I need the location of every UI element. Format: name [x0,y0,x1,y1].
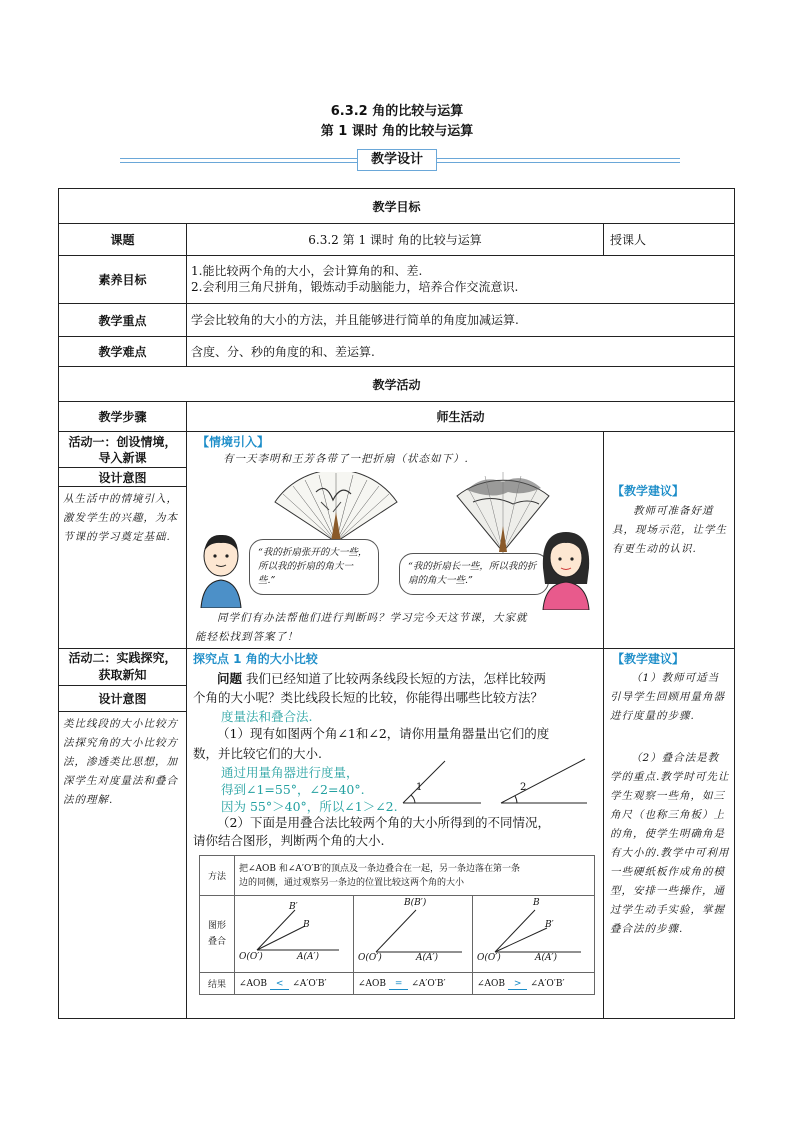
part1-line1: （1）现有如图两个角∠1和∠2，请你用量角器量出它们的度 [217,726,550,741]
activity1-suggest-text: 教师可准备好道具，现场示范，让学生有更生动的认识. [612,505,727,555]
literacy-line-2: 2.会利用三角尺拼角，锻炼动手动脑能力，培养合作交流意识. [191,280,519,294]
activity2-name-line1: 活动二：实践探究， [68,651,177,665]
key-value: 学会比较角的大小的方法，并且能够进行简单的角度加减运算. [186,303,735,337]
result-greater-right: ∠A′O′B′ [530,978,565,989]
steps-label: 教学步骤 [58,401,187,432]
part2-prompt [193,814,597,850]
activity2-suggest-tag: 【教学建议】 [612,652,685,666]
key-label: 教学重点 [58,303,187,337]
fig3-b: B [533,898,540,908]
result-equal [354,973,473,995]
result-equal-sign: = [389,979,409,990]
fig2-o: O(O′) [358,953,382,963]
superposition-table [199,855,595,995]
fig3-a: A(A′) [535,953,558,963]
part1-answer-c: 因为 55°＞40°，所以∠1＞∠2. [221,799,398,814]
activity1-design-label: 设计意图 [58,467,187,487]
method-text-line2: 边的同侧，通过观察另一条边的位置比较这两个角的大小 [239,877,465,888]
result-greater-sign: > [508,979,528,990]
figure-label [200,896,235,973]
teacher-student-label: 师生活动 [186,401,735,432]
activity1-intro: 有一天李明和王芳各带了一把折扇（状态如下）. [223,453,469,465]
figure-label-2: 叠合 [207,937,226,947]
activity2-design-text: 类比线段的大小比较方法探究角的大小比较方法，渗透类比思想，加深学生对度量法和叠合法的理解. [58,711,187,1019]
activity2-question [193,669,597,707]
page-subtitle: 第 1 课时 角的比较与运算 [320,124,474,139]
part2-line1: （2）下面是用叠合法比较两个角的大小所得到的不同情况， [217,815,550,830]
folding-fan-left-image [271,472,401,546]
topic-value: 6.3.2 第 1 课时 角的比较与运算 [186,223,604,256]
activity1-question-line2: 能轻松找到答案了！ [195,631,299,643]
fig1-b: B [303,920,310,930]
method-label: 方法 [200,856,235,896]
result-equal-right: ∠A′O′B′ [411,978,446,989]
method-text-line1: 把∠AOB 和∠A′O′B′的顶点及一条边叠合在一起，另一条边落在第一条 [239,863,521,874]
difficulty-value: 含度、分、秒的角度的和、差运算. [186,336,735,367]
activity2-content [186,648,604,1019]
result-less [235,973,354,995]
activity1-tag: 【情境引入】 [197,435,270,449]
figure-case-equal [354,896,473,973]
activity1-name-line1: 活动一：创设情境， [68,434,177,449]
difficulty-label: 教学难点 [58,336,187,367]
activity2-suggestion [603,648,735,1019]
result-less-left: ∠AOB [239,978,268,989]
angles-1-2-figure [401,757,591,805]
fig2-bb: B(B′) [404,898,427,908]
banner-label: 教学设计 [357,149,437,171]
part2-line2: 请你结合图形，判断两个角的大小. [193,833,385,848]
part1-line2: 数，并比较它们的大小. [193,746,322,761]
angle2-label: 2 [520,782,527,793]
fig2-a: A(A′) [416,953,439,963]
activity1-name-line2: 导入新课 [98,450,147,465]
activity1-question-line1: 同学们有办法帮他们进行判断吗？学习完今天这节课，大家就 [217,612,528,624]
activity2-suggest-p2: （2）叠合法是教学的重点.教学时可先让学生观察一些角，如三角尺（也称三角板）上的角，使学生明确角是有大小的.教学中可利用一些硬纸板作成角的模型，安排一些操作，通过学生动手实验，掌握叠合法的步骤. [610,752,730,935]
figure-case-less [235,896,354,973]
question-line1: 我们已经知道了比较两条线段长短的方法，怎样比较两 [246,671,547,686]
activity2-design-label: 设计意图 [58,685,187,712]
topic-label: 课题 [58,223,187,256]
result-label: 结果 [200,973,235,995]
girl-avatar [537,528,595,610]
boy-speech-bubble: “我的折扇张开的大一些，所以我的折扇的角大一些.” [249,539,379,595]
activity2-name-line2: 获取新知 [98,668,147,682]
teacher-label: 授课人 [603,223,735,256]
part1-answer [221,764,398,815]
literacy-label: 素养目标 [58,255,187,304]
girl-speech-bubble: “我的折扇长一些，所以我的折扇的角大一些.” [399,553,549,595]
activity1-design-text: 从生活中的情境引入，激发学生的兴趣，为本节课的学习奠定基础. [58,486,187,649]
result-greater [473,973,595,995]
figure-label-1: 图形 [207,921,226,931]
activity1-suggestion [603,431,735,649]
activity1-suggest-tag: 【教学建议】 [612,484,685,498]
activity2-suggest-p1: （1）教师可适当引导学生回顾用量角器进行度量的步骤. [610,672,725,722]
part1-answer-a: 通过用量角器进行度量， [221,765,359,780]
activity1-name [58,431,187,468]
question-label: 问题 [217,671,243,686]
angle1-label: 1 [416,782,423,793]
fig1-bp: B′ [289,902,298,912]
fig3-bp: B′ [545,920,554,930]
activity2-name [58,648,187,686]
part1-answer-b: 得到∠1=55°，∠2=40°. [221,782,365,797]
goals-section-title: 教学目标 [58,188,735,224]
result-greater-left: ∠AOB [477,978,506,989]
activity2-topic: 探究点 1 角的大小比较 [193,652,318,666]
activity1-content [186,431,604,649]
literacy-line-1: 1.能比较两个角的大小，会计算角的和、差. [191,264,423,278]
answer-methods: 度量法和叠合法. [221,709,313,724]
method-text [235,856,595,896]
result-less-right: ∠A′O′B′ [292,978,327,989]
fig3-o: O(O′) [477,953,501,963]
fig1-o: O(O′) [239,952,263,962]
page-title: 6.3.2 角的比较与运算 [330,104,464,119]
result-equal-left: ∠AOB [358,978,387,989]
question-line2: 个角的大小呢？类比线段长短的比较，你能得出哪些比较方法？ [193,690,544,705]
literacy-value [186,255,735,304]
boy-avatar [197,532,245,608]
fig1-a: A(A′) [297,952,320,962]
result-less-sign: < [270,979,290,990]
activities-section-title: 教学活动 [58,366,735,402]
figure-case-greater [473,896,595,973]
